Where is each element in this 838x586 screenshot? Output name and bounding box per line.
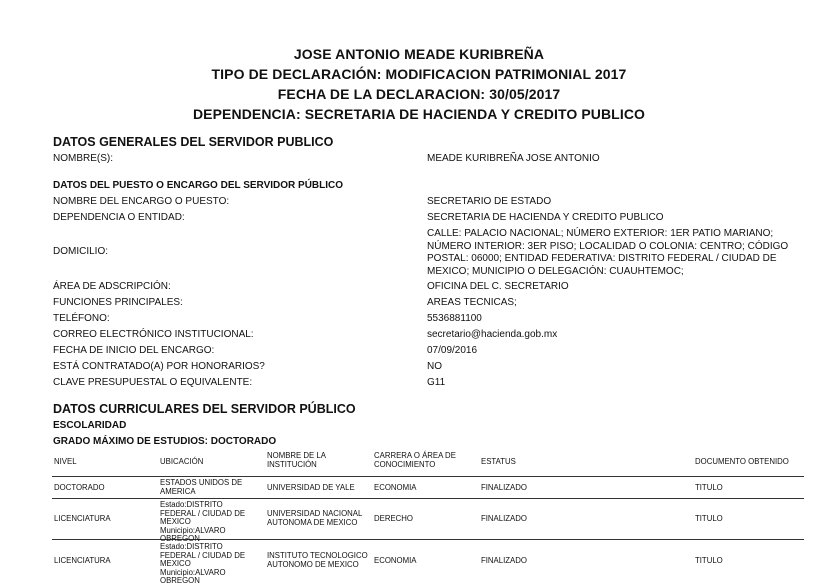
table-row (52, 477, 804, 499)
cell-level: DOCTORADO (54, 483, 105, 492)
cell-document: TITULO (695, 556, 723, 565)
area-label: ÁREA DE ADSCRIPCIÓN: (53, 281, 171, 292)
position-value: SECRETARIO DE ESTADO (427, 196, 552, 207)
cell-status: FINALIZADO (481, 514, 527, 523)
col-level: NIVEL (54, 457, 77, 466)
fees-value: NO (427, 361, 442, 372)
col-document: DOCUMENTO OBTENIDO (695, 457, 789, 466)
declaration-type: TIPO DE DECLARACIÓN: MODIFICACION PATRIMONIAL 2017 (211, 66, 627, 82)
cell-level: LICENCIATURA (54, 556, 111, 565)
cell-status: FINALIZADO (481, 483, 527, 492)
cell-status: FINALIZADO (481, 556, 527, 565)
cell-career: ECONOMIA (374, 556, 417, 565)
table-row (52, 540, 804, 586)
col-location: UBICACIÓN (160, 457, 204, 466)
phone-label: TELÉFONO: (53, 313, 110, 324)
cell-document: TITULO (695, 514, 723, 523)
table-header (52, 449, 804, 477)
name-value: MEADE KURIBREÑA JOSE ANTONIO (427, 153, 600, 164)
official-name: JOSE ANTONIO MEADE KURIBREÑA (293, 46, 545, 62)
budget-key-label: CLAVE PRESUPUESTAL O EQUIVALENTE: (53, 377, 253, 388)
col-career: CARRERA O ÁREA DE CONOCIMIENTO (374, 451, 456, 469)
area-value: OFICINA DEL C. SECRETARIO (427, 281, 569, 292)
cell-institution: INSTITUTO TECNOLOGICO AUTONOMO DE MEXICO (267, 551, 368, 569)
cell-location: Estado:DISTRITO FEDERAL / CIUDAD DE MEXICO Municipio:ALVARO OBREGON (160, 500, 246, 544)
start-date-label: FECHA DE INICIO DEL ENCARGO: (53, 345, 215, 356)
functions-value: AREAS TECNICAS; (427, 297, 517, 308)
budget-key-value: G11 (427, 377, 446, 388)
email-value: secretario@hacienda.gob.mx (427, 329, 558, 340)
cell-location: Estado:DISTRITO FEDERAL / CIUDAD DE MEXICO Municipio:ALVARO OBREGON (160, 542, 246, 586)
position-label: NOMBRE DEL ENCARGO O PUESTO: (53, 196, 230, 207)
fees-label: ESTÁ CONTRATADO(A) POR HONORARIOS? (53, 361, 265, 372)
col-institution: NOMBRE DE LA INSTITUCIÓN (267, 451, 326, 469)
table-row (52, 499, 804, 544)
functions-label: FUNCIONES PRINCIPALES: (53, 297, 183, 308)
cell-level: LICENCIATURA (54, 514, 111, 523)
declaration-date: FECHA DE LA DECLARACION: 30/05/2017 (277, 86, 561, 102)
cell-document: TITULO (695, 483, 723, 492)
agency: DEPENDENCIA: SECRETARIA DE HACIENDA Y CREDITO PUBLICO (192, 106, 646, 122)
cell-location: ESTADOS UNIDOS DE AMERICA (160, 478, 243, 496)
cell-institution: UNIVERSIDAD DE YALE (267, 483, 355, 492)
schooling-title: ESCOLARIDAD (53, 420, 127, 431)
start-date-value: 07/09/2016 (427, 345, 478, 356)
cell-institution: UNIVERSIDAD NACIONAL AUTONOMA DE MEXICO (267, 509, 363, 527)
agency-value: SECRETARIA DE HACIENDA Y CREDITO PUBLICO (427, 212, 664, 223)
curricular-data-title: DATOS CURRICULARES DEL SERVIDOR PÚBLICO (53, 402, 356, 416)
col-status: ESTATUS (481, 457, 516, 466)
general-data-title: DATOS GENERALES DEL SERVIDOR PUBLICO (53, 135, 334, 149)
max-degree: GRADO MÁXIMO DE ESTUDIOS: DOCTORADO (53, 436, 277, 447)
position-data-title: DATOS DEL PUESTO O ENCARGO DEL SERVIDOR PÚBLICO (53, 180, 344, 191)
cell-career: ECONOMIA (374, 483, 417, 492)
phone-value: 5536881100 (427, 313, 482, 324)
address-row (53, 228, 813, 280)
name-label: NOMBRE(S): (53, 153, 113, 164)
document-header (0, 44, 838, 124)
address-value: CALLE: PALACIO NACIONAL; NÚMERO EXTERIOR: 1ER PATIO MARIANO; NÚMERO INTERIOR: 3ER PISO; LOCALIDAD O COLONIA: CENTRO; CÓDIGO POSTAL: 06000; ENTIDAD FEDERATIVA: DISTRITO FEDERAL / CIUDAD DE MEXICO; MUNICIPIO O DELEGACIÓN: CUAUHTEMOC; (427, 228, 789, 277)
agency-label: DEPENDENCIA O ENTIDAD: (53, 212, 185, 223)
email-label: CORREO ELECTRÓNICO INSTITUCIONAL: (53, 329, 254, 340)
address-label: DOMICILIO: (53, 246, 109, 257)
cell-career: DERECHO (374, 514, 413, 523)
